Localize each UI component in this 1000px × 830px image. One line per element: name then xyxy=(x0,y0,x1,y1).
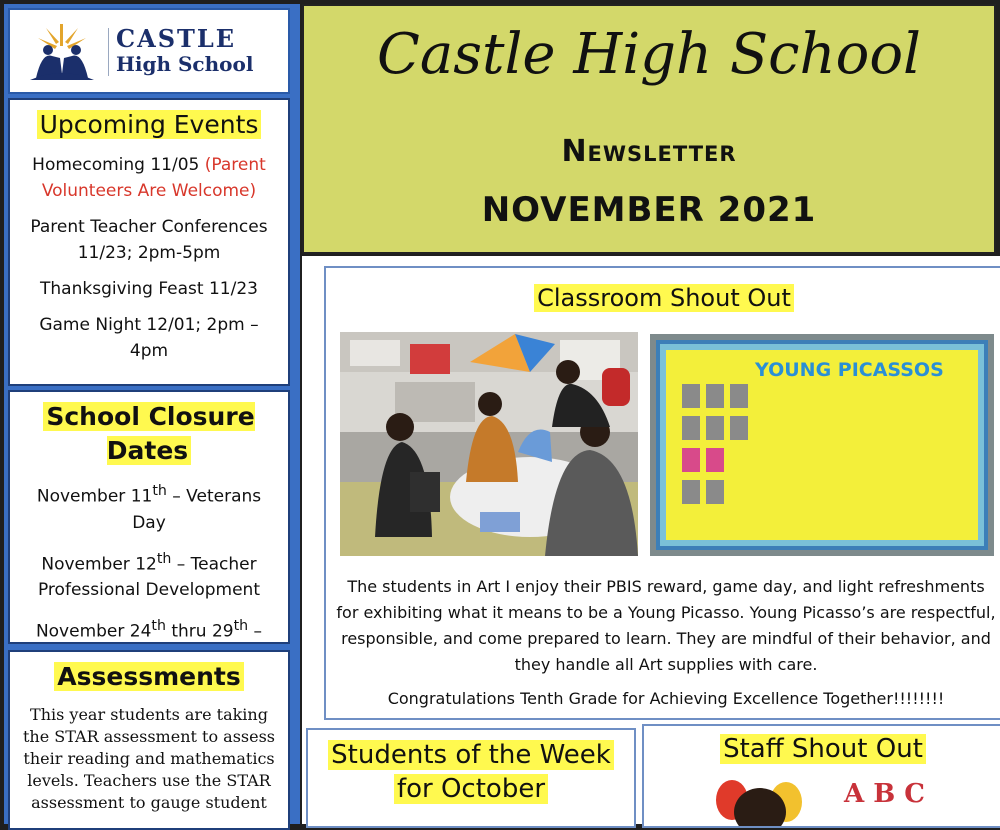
classroom-shout-out-box xyxy=(324,266,1000,720)
event-item xyxy=(10,214,288,266)
assessments-text: This year students are taking the STAR assessment to assess their reading and mathematics levels. Teachers use the STAR assessment to gauge student xyxy=(22,705,276,812)
logo-high-school-text: High School xyxy=(116,52,254,76)
event-note: (Parent Volunteers Are Welcome) xyxy=(41,155,266,201)
staff-shout-out-box xyxy=(642,724,1000,828)
upcoming-events-title-text: Upcoming Events xyxy=(37,110,262,139)
congratulations-text: Congratulations Tenth Grade for Achieving Excellence Together!!!!!!!! xyxy=(387,689,945,708)
closure-item xyxy=(10,478,288,536)
closure-ordinal: th xyxy=(233,618,249,635)
closure-item xyxy=(10,613,288,644)
event-item xyxy=(10,312,288,364)
closure-reason: – Teacher Professional Development xyxy=(37,554,260,601)
event-text: Parent Teacher Conferences 11/23; 2pm-5pm xyxy=(30,217,268,263)
assessments-box xyxy=(8,650,290,830)
school-closure-title-text: School Closure Dates xyxy=(43,402,254,465)
young-picassos-bulletin-photo xyxy=(650,334,994,556)
staff-shout-out-title-text: Staff Shout Out xyxy=(720,734,926,764)
closure-ordinal: th xyxy=(156,550,172,567)
school-name-title: Castle High School xyxy=(377,22,921,87)
staff-shout-out-title xyxy=(644,732,1000,766)
sotw-title-line2: for October xyxy=(394,774,548,804)
closure-date: November 12 xyxy=(41,554,157,575)
event-text: Thanksgiving Feast 11/23 xyxy=(40,279,258,299)
newsletter-date: NOVEMBER 2021 xyxy=(481,190,817,230)
school-closure-box xyxy=(8,390,290,644)
event-text: Game Night 12/01; 2pm – 4pm xyxy=(39,315,259,361)
sotw-title-line1: Students of the Week xyxy=(328,740,614,770)
event-item xyxy=(10,152,288,204)
school-closure-title xyxy=(10,400,288,468)
closure-ordinal: th xyxy=(151,618,166,635)
upcoming-events-title xyxy=(10,108,288,142)
newsletter-label: Newsletter xyxy=(561,134,737,169)
upcoming-events-box xyxy=(8,98,290,386)
students-of-the-week-box xyxy=(306,728,636,828)
logo-box xyxy=(8,8,290,94)
abc-decoration: A B C xyxy=(844,779,925,809)
classroom-shout-out-title xyxy=(326,284,1000,312)
classroom-shout-out-text: The students in Art I enjoy their PBIS reward, game day, and light refreshments for exhibiting what it means to be a Young Picasso. Young Picasso’s are respectful, responsible, and come prepared to learn. They are mindful of their behavior, and they handle all Art supplies with care. xyxy=(336,577,996,674)
school-logo xyxy=(20,20,280,84)
sidebar xyxy=(4,4,300,824)
assessments-title xyxy=(10,660,288,694)
bulletin-board-title: YOUNG PICASSOS xyxy=(755,359,944,381)
students-of-the-week-title xyxy=(308,738,634,806)
castle-logo-icon xyxy=(26,22,98,82)
closure-date: November 24 xyxy=(35,621,152,642)
classroom-shout-out-title-text: Classroom Shout Out xyxy=(534,284,794,312)
closure-item xyxy=(10,546,288,604)
logo-castle-text: CASTLE xyxy=(116,24,237,53)
closure-range: thru 29 xyxy=(165,621,234,642)
logo-divider xyxy=(108,28,109,76)
main-content xyxy=(302,256,1000,824)
event-item xyxy=(10,276,288,302)
closure-date: November 11 xyxy=(36,486,153,507)
staff-photo xyxy=(714,772,954,828)
closure-reason: – Veterans Day xyxy=(132,486,262,533)
closure-ordinal: th xyxy=(152,483,167,499)
classroom-photo xyxy=(340,332,638,556)
closure-reason: – xyxy=(248,621,263,642)
event-text: Homecoming 11/05 xyxy=(32,155,205,175)
assessments-title-text: Assessments xyxy=(54,662,243,691)
newsletter-header xyxy=(302,4,996,254)
